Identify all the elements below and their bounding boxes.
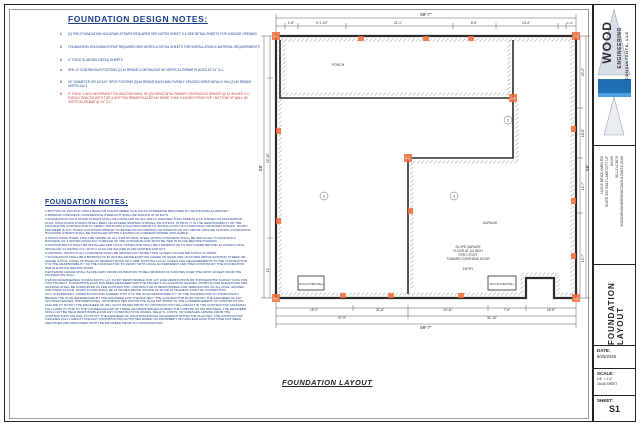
address-line-4: 801-214-3676 bbox=[615, 156, 619, 178]
phd-label-5: PHD bbox=[510, 97, 516, 101]
slope-note-line-3: PER 1 FOOT bbox=[458, 253, 478, 257]
design-note-text: IF THICK 3-INCH MOVEMENT FOUNDATION WALL W/ (2) HORIZONTAL REBAR CONTINUOUS SPACED @ 12 INCHES O.C. EVENLY SPACED WITH TOP & BOTTOM REBAR PLACED NO MORE THAN 3 INCHES FROM TOP / BOTTOM OF WALL W/ VERTICAL REBAR @ 24" O.C. bbox=[68, 92, 251, 104]
dim-left-a: 15'-10" bbox=[266, 153, 270, 163]
design-note-item bbox=[60, 68, 263, 72]
dim-left-overall: 58' bbox=[258, 165, 263, 171]
scale-label: SCALE: bbox=[597, 371, 614, 376]
hd-tag-10 bbox=[276, 128, 281, 134]
logo-subtitle-2: CONSULTANTS, LLC bbox=[624, 31, 629, 81]
left-dimension-lines bbox=[261, 35, 279, 298]
slope-note-line-2: FLOOR AT 1/4 INCH bbox=[453, 249, 483, 253]
foundation-note-item: 1.BOTTOM OF FOOTING SHALL BEAR ON UNDISTURBED SOIL OR AS OTHERWISE REQUIRED BY GEOTECHNICAL REPORT. bbox=[45, 209, 229, 213]
design-note-text: (2) PHD FOUNDATION HOLDOWN STRAPS REQUIRED SEE NOTES SHEET S & SEE DETAIL SHEETS FOR GARAGE OPENING bbox=[68, 32, 258, 36]
dim-top-overall: 59'-7" bbox=[420, 12, 432, 17]
top-dimension-lines bbox=[276, 14, 579, 39]
design-note-text: FOUNDATION HOLDOWN STRAP REQUIRED SEE NOTES & DETAIL SHEETS FOR INSTALLATION & MATERIAL REQUIREMENTS bbox=[68, 45, 260, 49]
foundation-note-item: 7.FOUNDATION SHALL BE A MINIMUM OF 18 INCHES ABOVE EXISTING GRADE OF ROAD AND 18 INCHES ABOVE EXISTING STREET OR GRADE (LOCAL CODE) OF ROAD OF NEAREST ROAD OR CURB. EXISTING LOCAL CODES AND MEASUREMENTS TO THE CONTRACTOR. IT IS THE RESPONSIBILITY OF THE CONTRACTOR TO VERIFY WITH LOCAL GOVERNMENT AND THEN CONSTRUCT THE FOUNDATION PER ELEVATION RESTRICTIONS. bbox=[45, 255, 248, 270]
garage-label: GARAGE bbox=[482, 221, 498, 225]
hd-tag-15 bbox=[340, 293, 346, 298]
hd-tag-18 bbox=[408, 208, 413, 214]
dim-mid-b: 31'-10" bbox=[487, 316, 497, 320]
phd-label-4: PHD bbox=[573, 297, 579, 301]
date-value: 9/25/2025 bbox=[597, 354, 617, 359]
notch-right-label: NOTCH STEM WALL bbox=[489, 283, 515, 286]
address-line-2: SUITE 550 SALT LAKE CITY UT bbox=[605, 156, 609, 207]
sheet-row bbox=[594, 396, 635, 421]
design-note-number: 4 bbox=[60, 68, 62, 72]
design-note-item bbox=[60, 32, 263, 36]
note-callout-3-a-text: 3 bbox=[323, 194, 325, 199]
foundation-wall-outer bbox=[276, 35, 579, 298]
porch-wall-hatch bbox=[284, 40, 509, 94]
design-note-number: 5 bbox=[60, 80, 62, 84]
hd-tag-16 bbox=[388, 293, 394, 298]
dim-right-b: 16'-8" bbox=[581, 128, 585, 138]
address-line-1: 1245 E BRICKYARD RD bbox=[600, 156, 604, 195]
entry-label: ENTRY bbox=[462, 267, 474, 271]
date-row bbox=[594, 346, 635, 369]
foundation-notes-list bbox=[45, 210, 251, 326]
note-callout-3-b-text: 3 bbox=[453, 194, 455, 199]
phd-label-1: PHD bbox=[273, 35, 279, 39]
design-note-number: 3 bbox=[60, 58, 62, 62]
dim-right-d: 19'-7" bbox=[581, 253, 585, 263]
dim-top-c: 9'-1 1/2" bbox=[316, 21, 328, 25]
phd-label-3: PHD bbox=[273, 297, 279, 301]
design-note-item bbox=[60, 92, 263, 104]
slope-note-line-1: SLOPE GARAGE bbox=[455, 245, 481, 249]
plan-title: FOUNDATION LAYOUT bbox=[282, 378, 373, 387]
date-label: DATE: bbox=[597, 348, 611, 353]
dim-top-a: 1'-6" bbox=[287, 21, 295, 25]
dim-left-b: 12' bbox=[266, 267, 270, 273]
dim-bottom-d: 7'-6" bbox=[503, 308, 511, 312]
slope-note bbox=[446, 245, 490, 261]
phd-labels bbox=[273, 36, 578, 301]
foundation-note-item: 5.ANCHOR BOLTS SHALL BE INSTALLED PER LOCAL CODES AND SHALL BE A MINIMUM OF 1/2 INCH DIAMETER AND 10 INCHES LONG, INSTALLED 12 INCHES O.C. WITH A 3x3x0.229 SQUARE PLATE WASHER AND NUT. bbox=[45, 243, 245, 251]
foundation-note-item: 8.EXTERIOR GRADE SHALL SLOPE AWAY FROM FOUNDATION TO BE A MINIMUM OF 6 INCHES OVER THE FIRST 10 FEET FROM THE FOUNDATION WALL. bbox=[45, 269, 242, 278]
address-line-5: WOODENGINEERINGCONSULTANTS.COM bbox=[620, 156, 624, 227]
notch-left-label: NOTCH STEM WALL bbox=[298, 283, 324, 286]
design-note-text: 24" DIAMETER OR 24"X24" SPOT FOOTING (3) #4 REBAR EACH WAY EVENLY SPACED HORIZONTALLY W/4 (2) #4 REBAR VERTICALLY bbox=[68, 80, 251, 88]
design-notes-title: FOUNDATION DESIGN NOTES: bbox=[68, 14, 208, 24]
hd-tag-17 bbox=[458, 293, 464, 298]
design-note-number: 2 bbox=[60, 45, 62, 49]
dim-top-e: 8'-5" bbox=[470, 21, 478, 25]
design-note-item bbox=[60, 80, 263, 88]
dim-right-a: 22'-2" bbox=[581, 67, 585, 77]
logo-subtitle-1: ENGINEERING bbox=[617, 27, 623, 69]
foundation-note-item: 3.FOUNDATION HOLD DOWN STRAPS SHALL BE INSTALLED ON ALL WALLS GREATER THAN SHEETS & AS SHOWN ON FOUNDATION PLAN. HOLD DOWN STRAPS SHALL MEET OR EXCEED SIMPSON STRONG-TIE STHD14, STHD10, IT IS THE RESPONSIBILITY OF THE FOUNDATION CONTRACTOR TO VERIFY HOLDOWN LOCATIONS PRIOR TO INSTALLATION OF FOUNDATION HOLDOWN STRAPS. NOTIFY ENGINEER IF ANY STRAP LOCATIONS APPEAR TO BE BELOW AN OPENING OR WINDOW ON ANY ABOVE GROUND FLOORS. FOUNDATION HOLDOWN STRAPS SHALL BE INSTALLED WITHIN 6 INCHES OF CORNERS WHERE APPLICABLE. bbox=[45, 217, 251, 236]
dim-bottom-a: 15'-2" bbox=[309, 308, 319, 312]
hd-tag-12 bbox=[571, 126, 576, 132]
dim-mid-a: 27'-9" bbox=[337, 316, 347, 320]
foundation-note-item: 6.CONTROL JOINTS IN ALL CONCRETE SHALL BE SPACED NOT MORE THAN 12 FEET ON CENTER FOR FLAT WORK. bbox=[45, 250, 218, 255]
logo-wordmark: WOOD bbox=[600, 21, 614, 64]
sheet-label: SHEET: bbox=[597, 398, 614, 403]
scale-value: 1/4" = 1'-0" bbox=[597, 377, 613, 381]
foundation-wall-hatch bbox=[280, 40, 572, 294]
foundation-note-item: 2.MINIMUM CONCRETE COMPRESSIVE STRENGTH SHALL BE 3000 PSI AT 28 DAYS. bbox=[45, 213, 169, 218]
scale-row bbox=[594, 369, 635, 396]
sheet-name-box bbox=[594, 265, 635, 346]
hd-tag-14 bbox=[571, 253, 576, 259]
address-box bbox=[594, 146, 635, 265]
foundation-note-item: 4.STRUCTURAL STEEL SHALL BE GRADE 40. ALL STRUCTURAL STEEL WITHIN CONCRETE SHALL BE INSTALLED TO MAINTAIN A DISTANCE OF 3 INCHES FROM ANY SURFACE OF THE CONCRETE AND MUST BE TIED IN PLACE BEFORE POURING. bbox=[45, 235, 236, 244]
foundation-notes-title: FOUNDATION NOTES: bbox=[45, 199, 129, 206]
garage-offset-wall bbox=[408, 97, 516, 294]
logo-box bbox=[594, 5, 635, 146]
design-note-text: 5FH-12' CONTINUOUS FOOTING (2) #4 REBAR CONTINUOUS W/ VERTICAL REBAR PLACED AT 24" O.C. bbox=[68, 68, 225, 72]
hd-tag-11 bbox=[276, 218, 281, 224]
dim-right-overall: 58' bbox=[585, 165, 590, 171]
hd-tag-7 bbox=[358, 36, 364, 41]
slope-note-line-4: TOWARD OVERHEAD DOOR bbox=[446, 257, 490, 261]
scale-note: 24x36 SHEET bbox=[597, 382, 618, 386]
foundation-plan-drawing bbox=[258, 8, 592, 380]
porch-outline bbox=[280, 40, 513, 98]
phd-label-2: PHD bbox=[573, 35, 579, 39]
hd-tag-9 bbox=[468, 36, 474, 41]
note-callout-3-c-text: 3 bbox=[507, 118, 509, 123]
garage-offset-hatch bbox=[412, 102, 517, 290]
dim-top-g: 1'-4" bbox=[567, 21, 573, 25]
dim-right-c: 12'-7" bbox=[581, 181, 585, 191]
address-line-3: 84106 bbox=[610, 156, 614, 166]
holdown-tags bbox=[272, 32, 580, 302]
title-block bbox=[593, 4, 636, 422]
porch-label: PORCH bbox=[331, 63, 345, 67]
design-note-text: 4" THICK SLAB SEE DETAIL SHEETS bbox=[68, 58, 123, 62]
sheet-name: FOUNDATION LAYOUT bbox=[607, 282, 625, 345]
design-note-item bbox=[60, 45, 263, 49]
hd-tag-13 bbox=[571, 198, 576, 204]
dim-bottom-overall: 59'-7" bbox=[420, 325, 432, 330]
dim-top-f: 13'-4" bbox=[521, 21, 531, 25]
dim-bottom-e: 16'-8" bbox=[546, 308, 556, 312]
design-note-number: 6 bbox=[60, 92, 62, 96]
hd-tag-8 bbox=[423, 36, 429, 41]
dim-top-d: 21'-1" bbox=[393, 21, 403, 25]
foundation-note-item: 10.IT IS EXPRESSLY UNDERSTOOD AND AGREED THAT IT IS THE SOLE RESPONSIBILITY OF THE CONTRACTOR TO THOROUGHLY REVIEW THE PLAN REFERENCED BY THE ENGINEER FOR THE PROJECT. THE CONTRACTOR MUST NOTIFY THE ENGINEER OF ANY INCONSISTENCIES, DISCREPANCIES, OR AMBIGUITIES WITHIN THE PLAN SET PRIOR TO THE COMMENCEMENT OF CONSTRUCTION. FAILURE TO NOTIFY THE ENGINEER OF ANY SUCH ISSUES PRIOR TO CONSTRUCTION WILL RESULT IN THE CONTRACTOR ASSUMING FULL LIABILITY DUE TO THE CONSEQUENCES OF THESE INCONSISTENCIES DURING THE CONSTRUCTION PROCESS. THE ENGINEER SHALL NOT BE HELD RESPONSIBLE FOR ANY CONSTRUCTION ISSUES, DELAYS, COSTS, OR DAMAGES ARISING FROM THE CONTRACTORS FAILURE TO NOTIFY THE ENGINEER OF INCONSISTENCIES OR ERRORS WITHIN THE PLAN SET. THE CONTRACTOR ASSUMES FULL LIABILITY FOR ANY CONSTRUCTION ACTIVITIES BASED ON INCORRECT OR UNCLEAR DATA THAT HAVE NOT BEEN IDENTIFIED AND DISCUSSED WITH THE ENGINEER PRIOR TO CONSTRUCTION. bbox=[45, 292, 247, 325]
dim-bottom-c: 14'-11" bbox=[443, 308, 453, 312]
dim-bottom-b: 21'-6" bbox=[375, 308, 385, 312]
sheet-number: S1 bbox=[608, 404, 620, 414]
foundation-note-item: 9.WOOD ENGINEERING CONSULTANTS, LLC IS NOT RESPONSIBLE FOR LOT LINE VERIFICATION OR TOPOGRAPHIC SURVEY DATA FOR THIS PROJECT. FOUNDATION PLAN HAS BEEN DESIGNED FOR THE PROJECT. ALL EXISTING GRADES, FINISH FLOOR ELEVATIONS AND GRADING SHALL BE COMPLETED AS PER CONTRACTOR. CONTRACTOR IS RESPONSIBLE FOR VERIFICATION OF ALL FINAL GRADES AND FINISH FLOOR. FINISH FLOOR SHALL BE 12 INCHES ABOVE CROWN OF ROAD AT NEAREST POINT OF CONNECTION. bbox=[45, 277, 248, 293]
design-note-item bbox=[60, 58, 263, 62]
phd-label-6: PHD bbox=[405, 157, 411, 161]
design-note-number: 1 bbox=[60, 32, 62, 36]
